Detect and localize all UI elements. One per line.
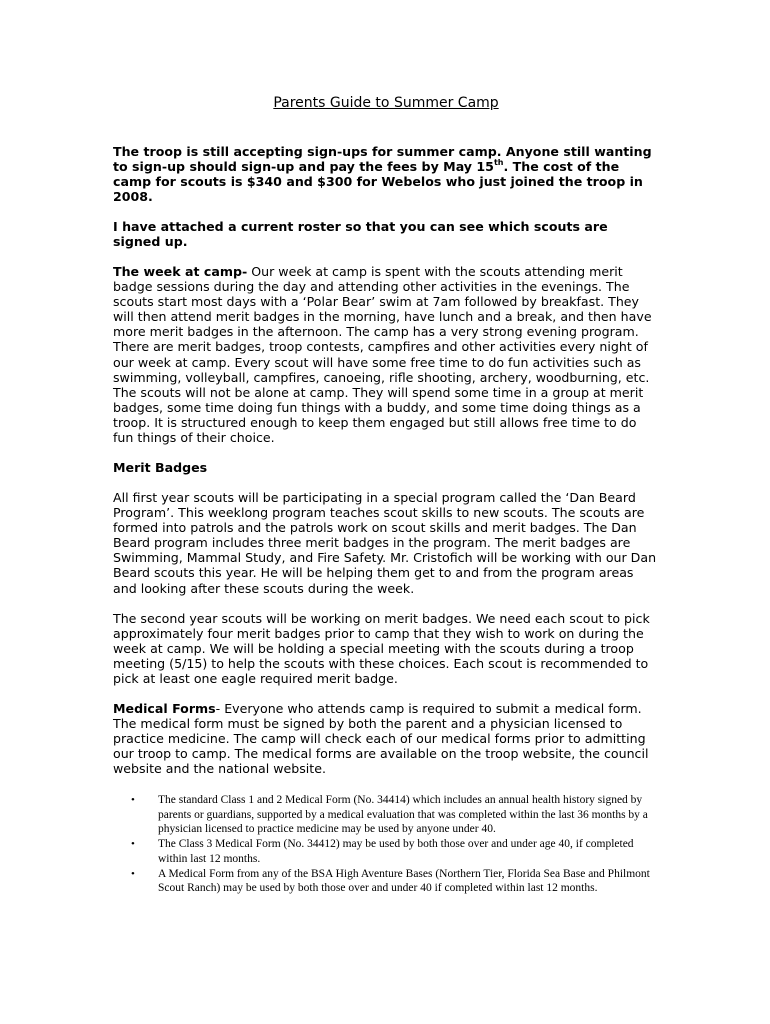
week-at-camp-heading: The week at camp- [113, 264, 248, 279]
merit-badges-first-year-paragraph: All first year scouts will be participating in a special program called the ‘Dan Beard Program’. This weeklong program teaches scout skills to new scouts. The scouts are formed into patrols and the patrols work on scout skills and merit badges. The Dan Beard program includes three merit badges in the program. The merit badges are Swimming, Mammal Study, and Fire Safety. Mr. Cristofich will be working with our Dan Beard scouts this year. He will be helping them get to and from the program areas and looking after these scouts during the week. [113, 490, 657, 596]
bullet-icon: • [131, 867, 135, 880]
list-item [113, 793, 653, 837]
roster-note: I have attached a current roster so that you can see which scouts are signed up. [113, 219, 608, 250]
page-title: Parents Guide to Summer Camp [273, 95, 499, 111]
bullet-icon: • [131, 838, 135, 851]
medical-forms-body: - Everyone who attends camp is required to submit a medical form. The medical form must be signed by both the parent and a physician licensed to practice medicine. The camp will check each of our medical forms prior to admitting our troop to camp. The medical forms are available on the troop website, the council website and the national website. [113, 701, 649, 777]
intro-text-start: The troop is still accepting sign-ups for summer camp. Anyone still wanting to sign-up should sign-up and pay the fees by May 15 [113, 144, 652, 175]
list-item-text: A Medical Form from any of the BSA High Aventure Bases (Northern Tier, Florida Sea Base and Philmont Scout Ranch) may be used by both those over and under 40 if completed within last 12 months. [158, 867, 650, 895]
merit-badges-heading: Merit Badges [113, 460, 208, 475]
medical-forms-heading: Medical Forms [113, 701, 216, 716]
bullet-icon: • [131, 794, 135, 806]
list-item [113, 867, 653, 896]
merit-badges-second-year-paragraph: The second year scouts will be working on merit badges. We need each scout to pick approximately four merit badges prior to camp that they wish to work on during the week at camp. We will be holding a special meeting with the scouts during a troop meeting (5/15) to help the scouts with these choices. Each scout is recommended to pick at least one eagle required merit badge. [113, 611, 650, 687]
intro-superscript: th [493, 158, 504, 168]
medical-forms-paragraph [113, 701, 659, 776]
list-item [113, 837, 653, 866]
list-item-text: The standard Class 1 and 2 Medical Form (No. 34414) which includes an annual health history signed by parents or guardians, supported by a medical evaluation that was completed within the last 36 months by a physician licensed to practice medicine may be used by anyone under 40. [158, 794, 648, 836]
week-at-camp-paragraph [113, 264, 659, 445]
list-item-text: The Class 3 Medical Form (No. 34412) may be used by both those over and under age 40, if completed within last 12 months. [158, 838, 634, 865]
week-at-camp-body: Our week at camp is spent with the scouts attending merit badge sessions during the day and attending other activities in the evenings. The scouts start most days with a ‘Polar Bear’ swim at 7am followed by breakfast. They will then attend merit badges in the morning, have lunch and a break, and then have more merit badges in the afternoon. The camp has a very strong evening program. There are merit badges, troop contests, campfires and other activities every night of our week at camp. Every scout will have some free time to do fun activities such as swimming, volleyball, campfires, canoeing, rifle shooting, archery, woodburning, etc. The scouts will not be alone at camp. They will spend some time in a group at merit badges, some time doing fun things with a buddy, and some time doing things as a troop. It is structured enough to keep them engaged but still allows free time to do fun things of their choice. [113, 264, 652, 446]
intro-text-end: . The cost of the camp for scouts is $340 and $300 for Webelos who just joined the troop in 2008. [113, 159, 643, 205]
intro-paragraph [113, 144, 659, 204]
medical-forms-list [113, 793, 659, 896]
